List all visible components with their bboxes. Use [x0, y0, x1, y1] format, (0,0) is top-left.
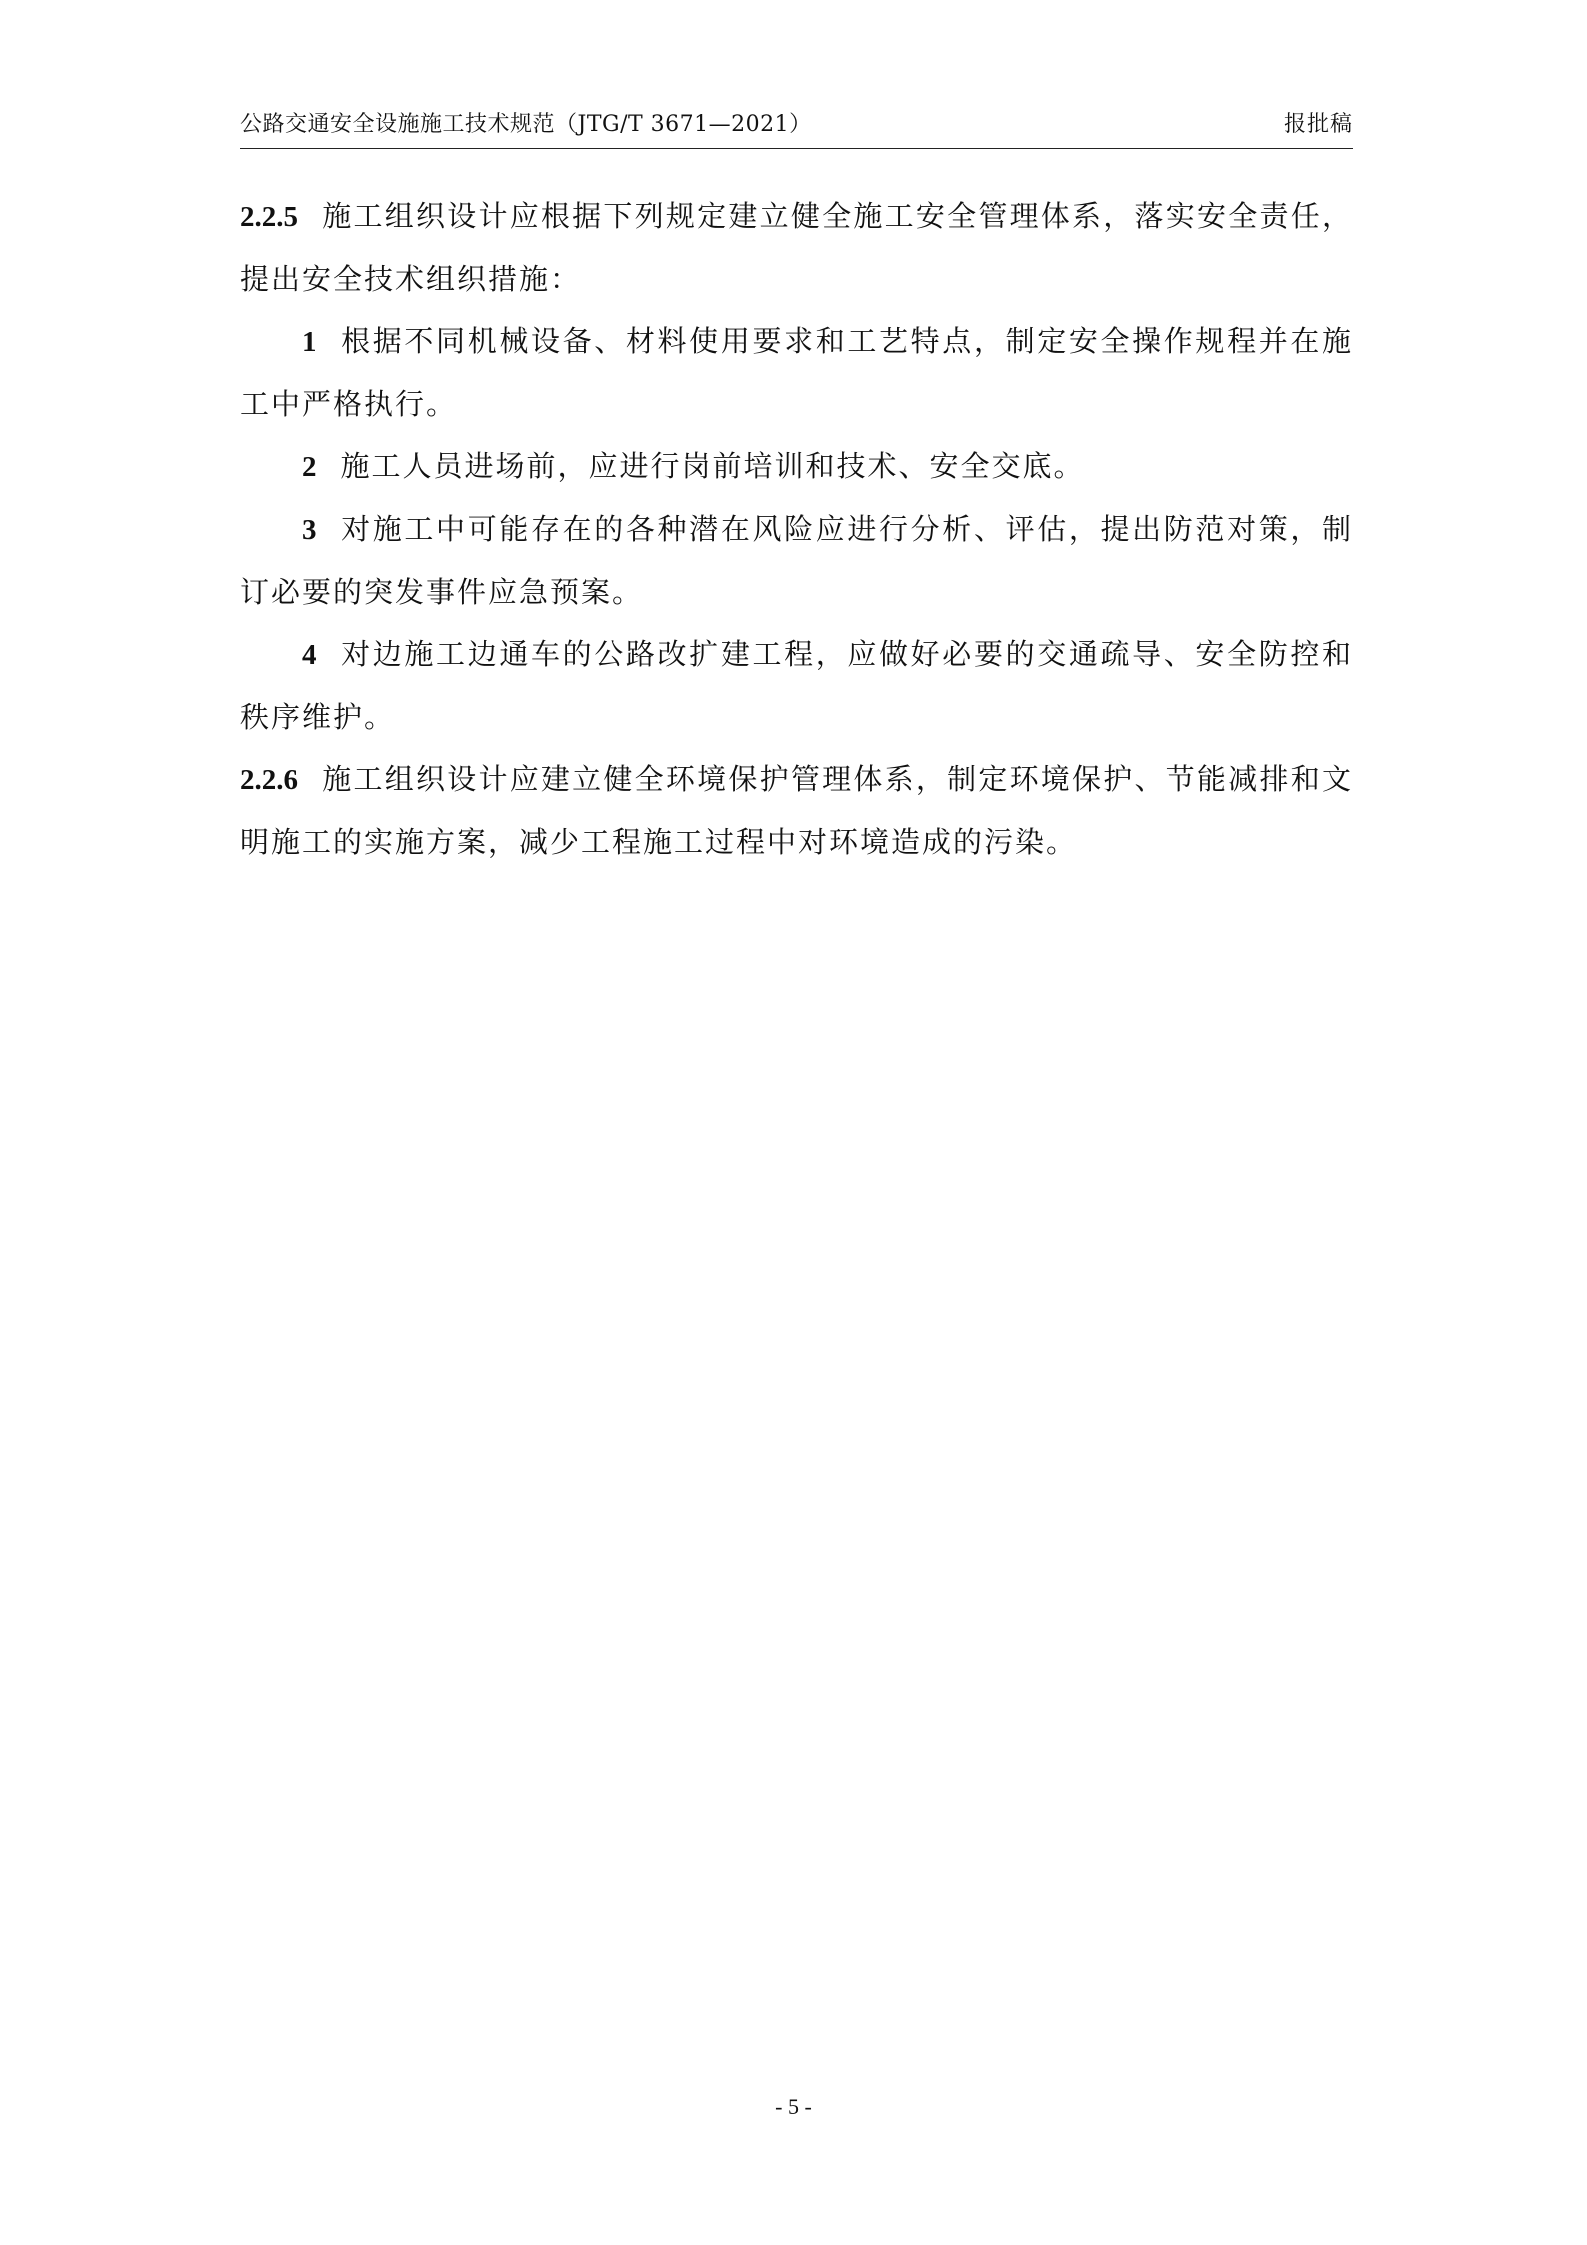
item-number: 4	[302, 639, 319, 671]
header-status: 报批稿	[1283, 112, 1353, 137]
clause-2-2-5	[240, 185, 1353, 310]
clause-text: 施工组织设计应根据下列规定建立健全施工安全管理体系，落实安全责任，提出安全技术组织措施：	[240, 199, 1353, 296]
item-text: 根据不同机械设备、材料使用要求和工艺特点，制定安全操作规程并在施工中严格执行。	[240, 324, 1353, 421]
list-item	[240, 498, 1353, 623]
item-text: 施工人员进场前，应进行岗前培训和技术、安全交底。	[340, 449, 1085, 483]
clause-number: 2.2.5	[240, 201, 298, 233]
list-item	[240, 623, 1353, 748]
item-text: 对边施工边通车的公路改扩建工程，应做好必要的交通疏导、安全防控和秩序维护。	[240, 637, 1353, 734]
page-number: - 5 -	[775, 2094, 812, 2119]
clause-text: 施工组织设计应建立健全环境保护管理体系，制定环境保护、节能减排和文明施工的实施方案，减少工程施工过程中对环境造成的污染。	[240, 762, 1353, 859]
item-text: 对施工中可能存在的各种潜在风险应进行分析、评估，提出防范对策，制订必要的突发事件应急预案。	[240, 512, 1353, 609]
running-header	[240, 110, 1353, 149]
item-number: 1	[302, 326, 319, 358]
clause-number: 2.2.6	[240, 764, 298, 796]
item-number: 3	[302, 514, 319, 546]
list-item	[240, 310, 1353, 435]
header-title: 公路交通安全设施施工技术规范（JTG/T 3671—2021）	[240, 112, 812, 137]
clause-2-2-6	[240, 748, 1353, 873]
document-body	[240, 185, 1353, 873]
list-item	[240, 435, 1353, 498]
item-number: 2	[302, 451, 319, 483]
